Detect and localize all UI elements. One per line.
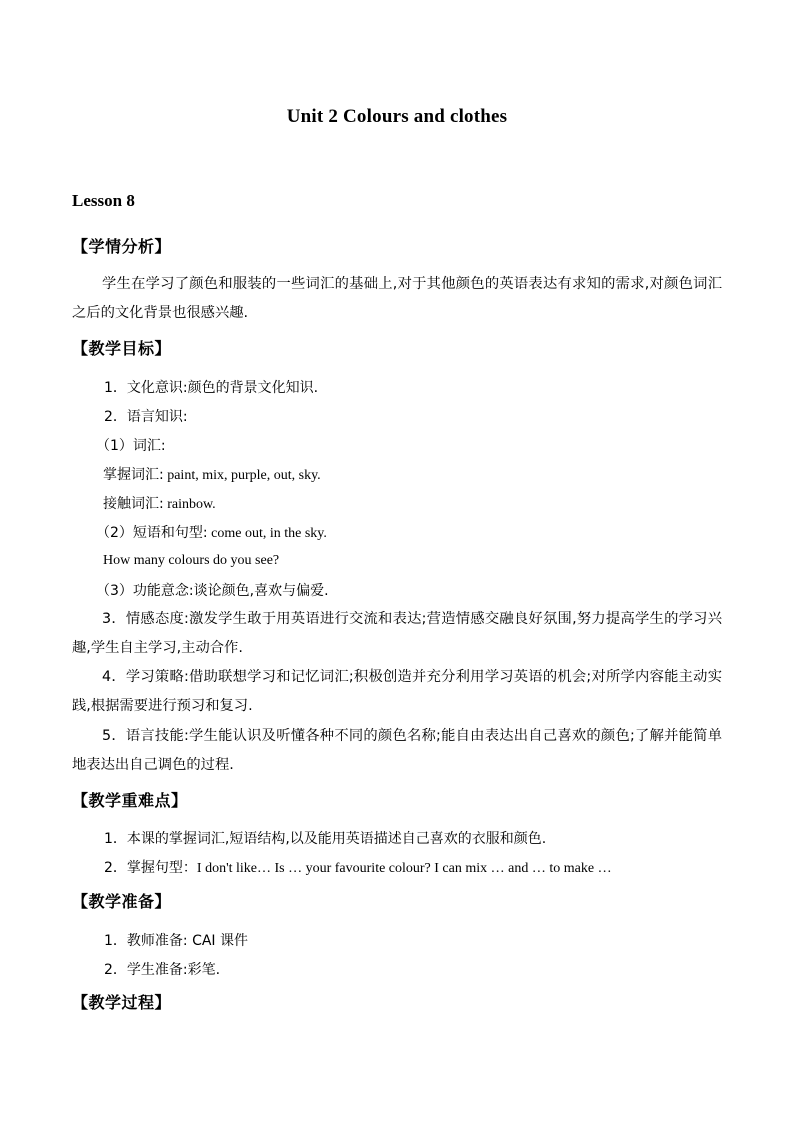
vocab-master-line [103, 464, 321, 484]
phrases-label: （2）短语和句型: [96, 525, 208, 541]
function-line: （3）功能意念:谈论颜色,喜欢与偏爱. [96, 583, 329, 599]
goal-4: 4．学习策略:借助联想学习和记忆词汇;积极创造并充分利用学习英语的机会;对所学内容能主动实践,根据需要进行预习和复习. [72, 669, 722, 714]
vocab-contact-line [103, 493, 216, 513]
key-point-2-words: I don't like… Is … your favourite colour? I can mix … and … to make … [196, 861, 612, 876]
vocab-heading: （1）词汇: [96, 438, 166, 454]
document-title: Unit 2 Colours and clothes [286, 106, 508, 127]
prep-1 [104, 930, 248, 950]
analysis-heading: 【学情分析】 [72, 237, 172, 256]
key-point-2 [104, 857, 612, 877]
prep-2: 2．学生准备:彩笔. [104, 962, 221, 978]
phrases-words: come out, in the sky. [207, 526, 327, 541]
phrases-line [96, 522, 327, 542]
goal-2: 2．语言知识: [104, 409, 188, 425]
goal-5: 5．语言技能:学生能认识及听懂各种不同的颜色名称;能自由表达出自己喜欢的颜色;了解并能简单地表达出自己调色的过程. [72, 728, 722, 773]
prep-1-words: CAI 课件 [187, 933, 249, 949]
analysis-paragraph: 学生在学习了颜色和服装的一些词汇的基础上,对于其他颜色的英语表达有求知的需求,对颜色词汇之后的文化背景也很感兴趣. [72, 276, 722, 321]
vocab-master-words: paint, mix, purple, out, sky. [163, 468, 321, 483]
key-point-1: 1．本课的掌握词汇,短语结构,以及能用英语描述自己喜欢的衣服和颜色. [104, 831, 547, 847]
goals-heading: 【教学目标】 [72, 339, 172, 358]
process-heading: 【教学过程】 [72, 993, 172, 1012]
vocab-contact-label: 接触词汇: [103, 496, 164, 512]
prep-1-label: 1．教师准备: [104, 933, 188, 949]
lesson-label: Lesson 8 [72, 191, 135, 210]
key-point-2-label: 2．掌握句型： [104, 860, 197, 876]
vocab-contact-words: rainbow. [163, 497, 216, 512]
sentence-pattern: How many colours do you see? [103, 553, 280, 568]
vocab-master-label: 掌握词汇: [103, 467, 164, 483]
preparation-heading: 【教学准备】 [72, 892, 172, 911]
key-points-heading: 【教学重难点】 [72, 791, 188, 810]
goal-3: 3．情感态度:激发学生敢于用英语进行交流和表达;营造情感交融良好氛围,努力提高学生的学习兴趣,学生自主学习,主动合作. [72, 611, 722, 656]
goal-1: 1．文化意识:颜色的背景文化知识. [104, 380, 319, 396]
